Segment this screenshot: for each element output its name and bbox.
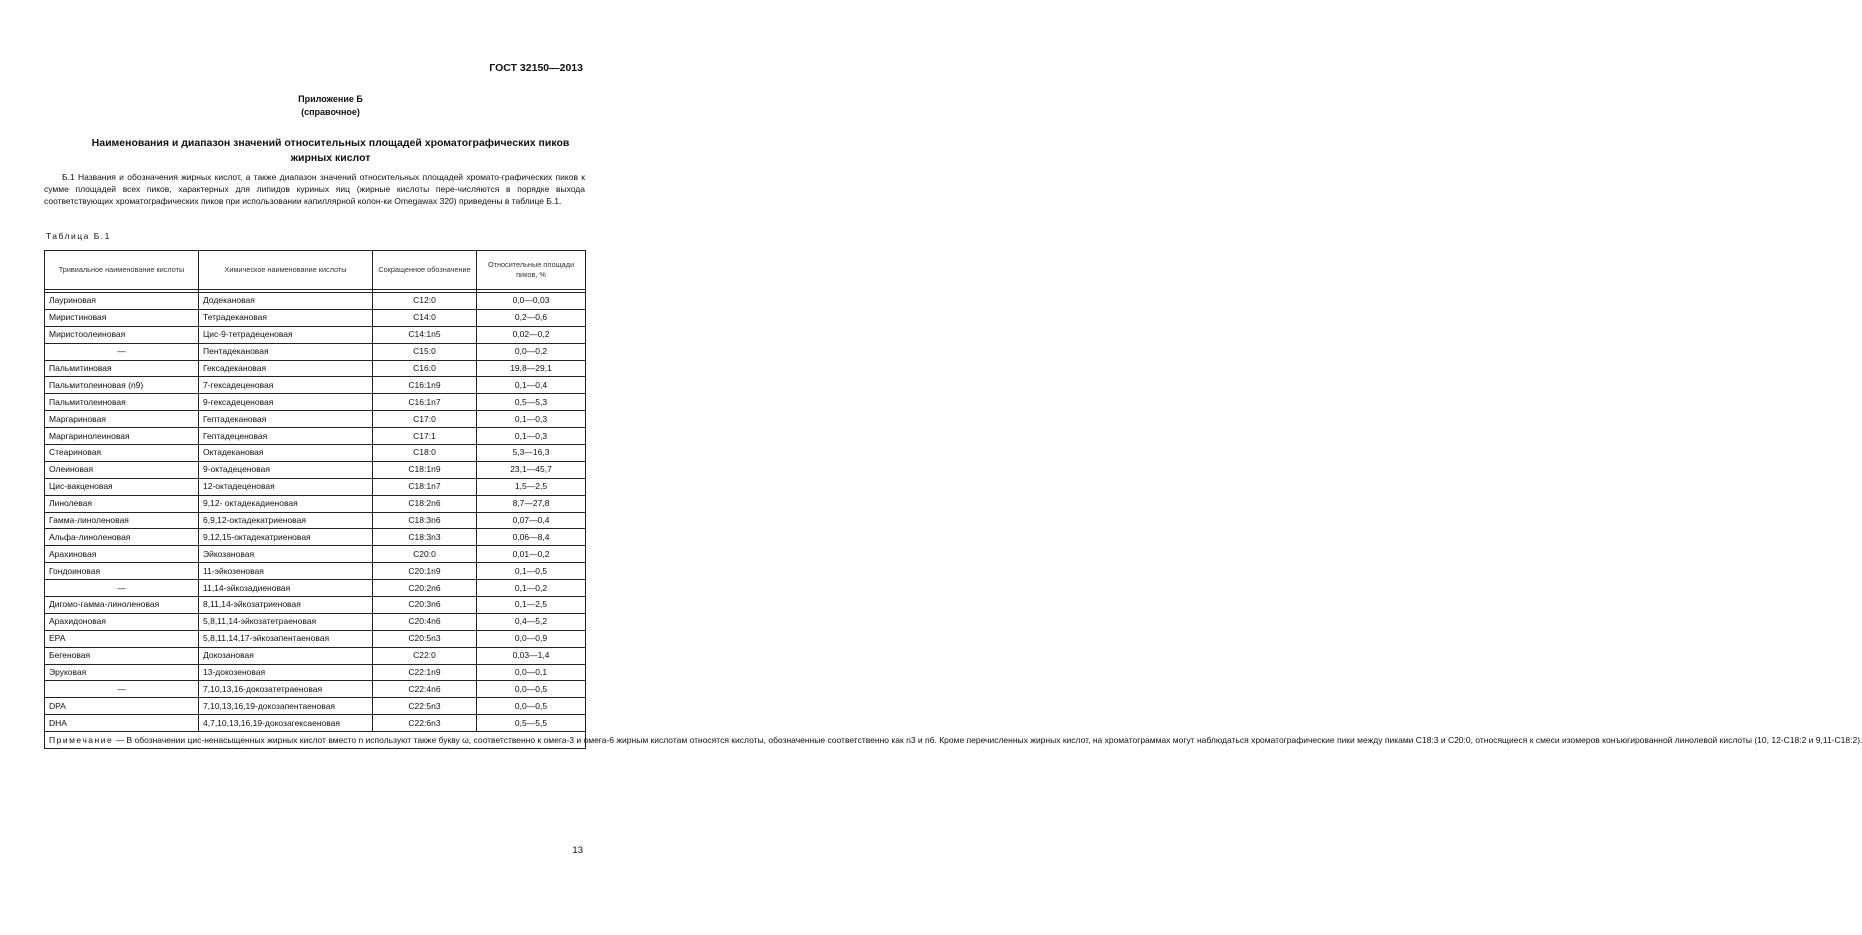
cell-trivial-name: Олеиновая (45, 461, 199, 478)
cell-abbreviation: C22:5n3 (373, 698, 477, 715)
cell-trivial-name: Эруковая (45, 664, 199, 681)
cell-abbreviation: C16:1n7 (373, 394, 477, 411)
table-row (45, 478, 586, 495)
cell-trivial-name: — (45, 580, 199, 597)
table-row (45, 529, 586, 546)
fatty-acids-table (44, 250, 1862, 749)
section-title (60, 136, 601, 166)
table-header-row (45, 251, 586, 290)
cell-chemical-name: Гептадеценовая (199, 428, 373, 445)
appendix-title: Приложение Б (298, 94, 363, 104)
cell-abbreviation: C14:1n5 (373, 326, 477, 343)
cell-relative-area: 0,1—0,3 (477, 428, 586, 445)
cell-relative-area: 0,0—0,5 (477, 698, 586, 715)
appendix-subtitle: (справочное) (301, 107, 360, 117)
cell-trivial-name: Миристоолеиновая (45, 326, 199, 343)
section-title-line-2: жирных кислот (290, 152, 371, 164)
cell-chemical-name: 9,12- октадекадиеновая (199, 495, 373, 512)
cell-trivial-name: Альфа-линоленовая (45, 529, 199, 546)
cell-abbreviation: C20:3n6 (373, 597, 477, 614)
cell-trivial-name: — (45, 343, 199, 360)
cell-chemical-name: Докозановая (199, 647, 373, 664)
cell-chemical-name: 11-эйкозеновая (199, 563, 373, 580)
cell-chemical-name: 9-гексадеценовая (199, 394, 373, 411)
cell-chemical-name: 12-октадеценовая (199, 478, 373, 495)
cell-relative-area: 0,1—0,5 (477, 563, 586, 580)
table-row (45, 461, 586, 478)
cell-trivial-name: Стеариновая (45, 445, 199, 462)
cell-chemical-name: 7-гексадеценовая (199, 377, 373, 394)
table-body (45, 290, 586, 732)
table-row (45, 293, 586, 310)
table-row (45, 563, 586, 580)
section-title-line-1: Наименования и диапазон значений относительных площадей хроматографических пиков (91, 137, 570, 149)
cell-relative-area: 0,0—0,03 (477, 293, 586, 310)
cell-abbreviation: C18:3n3 (373, 529, 477, 546)
cell-chemical-name: Гексадекановая (199, 360, 373, 377)
cell-abbreviation: C18:3n6 (373, 512, 477, 529)
cell-relative-area: 19,8—29,1 (477, 360, 586, 377)
cell-chemical-name: Тетрадекановая (199, 309, 373, 326)
cell-trivial-name: Пальмитолеиновая (45, 394, 199, 411)
cell-relative-area: 0,0—0,2 (477, 343, 586, 360)
cell-chemical-name: 7,10,13,16-докозатетраеновая (199, 681, 373, 698)
cell-abbreviation: C16:1n9 (373, 377, 477, 394)
cell-abbreviation: C20:2n6 (373, 580, 477, 597)
table-note-row (45, 732, 586, 749)
cell-trivial-name: Линолевая (45, 495, 199, 512)
cell-trivial-name: DPA (45, 698, 199, 715)
cell-chemical-name: 8,11,14-эйкозатриеновая (199, 597, 373, 614)
cell-trivial-name: EPA (45, 630, 199, 647)
table-row (45, 647, 586, 664)
table-row (45, 411, 586, 428)
cell-trivial-name: DHA (45, 715, 199, 732)
table-row (45, 326, 586, 343)
table-row (45, 715, 586, 732)
cell-abbreviation: C20:5n3 (373, 630, 477, 647)
header-relative-area: Относительные площади пиков, % (477, 251, 586, 290)
cell-trivial-name: Лауриновая (45, 293, 199, 310)
document-code: ГОСТ 32150—2013 (489, 62, 583, 74)
header-trivial-name: Тривиальное наименование кислоты (45, 251, 199, 290)
cell-relative-area: 0,0—0,5 (477, 681, 586, 698)
table-row (45, 664, 586, 681)
cell-relative-area: 0,1—0,3 (477, 411, 586, 428)
cell-trivial-name: Миристиновая (45, 309, 199, 326)
cell-abbreviation: C20:1n9 (373, 563, 477, 580)
cell-relative-area: 0,5—5,5 (477, 715, 586, 732)
cell-relative-area: 5,3—16,3 (477, 445, 586, 462)
cell-abbreviation: C18:0 (373, 445, 477, 462)
table-row (45, 445, 586, 462)
cell-abbreviation: C15:0 (373, 343, 477, 360)
cell-abbreviation: C16:0 (373, 360, 477, 377)
cell-abbreviation: C20:4n6 (373, 613, 477, 630)
cell-abbreviation: C22:0 (373, 647, 477, 664)
table-row (45, 630, 586, 647)
cell-chemical-name: Октадекановая (199, 445, 373, 462)
table-row (45, 343, 586, 360)
note-text: — В обозначении цис-ненасыщенных жирных кислот вместо n используют также букву ω, соответственно к омега-3 и омега-6 жирным кислотам относятся кислоты, обозначенные соответственно как n3 и n6. Кроме перечисленных жирных кислот, на хроматограммах могут наблюдаться хроматографические пики между пиками C18:3 и C20:0, относящиеся к смеси изомеров конъюгированной линолевой кислоты (10, 12-C18:2 и 9,11-C18:2). (115, 734, 1862, 745)
cell-abbreviation: C22:4n6 (373, 681, 477, 698)
table-row (45, 597, 586, 614)
cell-abbreviation: C18:1n9 (373, 461, 477, 478)
table-row (45, 613, 586, 630)
cell-chemical-name: 7,10,13,16,19-докозапентаеновая (199, 698, 373, 715)
cell-chemical-name: 6,9,12-октадекатриеновая (199, 512, 373, 529)
cell-trivial-name: Маргаринолеиновая (45, 428, 199, 445)
cell-chemical-name: Гептадекановая (199, 411, 373, 428)
appendix-heading (0, 93, 661, 119)
cell-trivial-name: Пальмитиновая (45, 360, 199, 377)
cell-relative-area: 0,1—0,4 (477, 377, 586, 394)
cell-trivial-name: Бегеновая (45, 647, 199, 664)
table-row (45, 309, 586, 326)
table-row (45, 580, 586, 597)
table-row (45, 546, 586, 563)
cell-relative-area: 0,5—5,3 (477, 394, 586, 411)
cell-chemical-name: 4,7,10,13,16,19-докозагексаеновая (199, 715, 373, 732)
cell-trivial-name: Арахидоновая (45, 613, 199, 630)
cell-relative-area: 0,1—2,5 (477, 597, 586, 614)
table-row (45, 394, 586, 411)
cell-chemical-name: 5,8,11,14,17-эйкозапентаеновая (199, 630, 373, 647)
cell-relative-area: 1,5—2,5 (477, 478, 586, 495)
cell-relative-area: 0,03—1,4 (477, 647, 586, 664)
cell-abbreviation: C14:0 (373, 309, 477, 326)
cell-chemical-name: Пентадекановая (199, 343, 373, 360)
cell-relative-area: 0,02—0,2 (477, 326, 586, 343)
cell-relative-area: 0,06—8,4 (477, 529, 586, 546)
cell-chemical-name: 9-октадеценовая (199, 461, 373, 478)
table-row (45, 495, 586, 512)
table-row (45, 377, 586, 394)
cell-relative-area: 23,1—45,7 (477, 461, 586, 478)
table-row (45, 681, 586, 698)
table-row (45, 512, 586, 529)
cell-relative-area: 0,1—0,2 (477, 580, 586, 597)
table-label: Таблица Б.1 (46, 231, 111, 241)
cell-trivial-name: Дигомо-гамма-линоленовая (45, 597, 199, 614)
cell-abbreviation: C17:1 (373, 428, 477, 445)
cell-chemical-name: Эйкозановая (199, 546, 373, 563)
header-chemical-name: Химическое наименование кислоты (199, 251, 373, 290)
note-label: Примечание (49, 734, 114, 745)
table-row (45, 360, 586, 377)
cell-relative-area: 0,01—0,2 (477, 546, 586, 563)
cell-abbreviation: C17:0 (373, 411, 477, 428)
cell-abbreviation: C22:6n3 (373, 715, 477, 732)
cell-relative-area: 0,2—0,6 (477, 309, 586, 326)
cell-trivial-name: Маргариновая (45, 411, 199, 428)
header-abbreviation: Сокращенное обозначение (373, 251, 477, 290)
cell-trivial-name: — (45, 681, 199, 698)
cell-relative-area: 0,4—5,2 (477, 613, 586, 630)
cell-trivial-name: Арахиновая (45, 546, 199, 563)
table-note (45, 732, 1862, 749)
table-row (45, 698, 586, 715)
cell-chemical-name: 11,14-эйкозадиеновая (199, 580, 373, 597)
page-number: 13 (572, 845, 583, 856)
cell-abbreviation: C18:1n7 (373, 478, 477, 495)
cell-abbreviation: C12:0 (373, 293, 477, 310)
cell-trivial-name: Цис-вакценовая (45, 478, 199, 495)
cell-chemical-name: 13-докозеновая (199, 664, 373, 681)
cell-chemical-name: 9,12,15-октадекатриеновая (199, 529, 373, 546)
cell-abbreviation: C18:2n6 (373, 495, 477, 512)
cell-trivial-name: Пальмитолеиновая (n9) (45, 377, 199, 394)
cell-chemical-name: Цис-9-тетрадеценовая (199, 326, 373, 343)
cell-trivial-name: Гондоиновая (45, 563, 199, 580)
cell-relative-area: 8,7—27,8 (477, 495, 586, 512)
cell-chemical-name: 5,8,11,14-эйкозатетраеновая (199, 613, 373, 630)
cell-abbreviation: C22:1n9 (373, 664, 477, 681)
cell-trivial-name: Гамма-линоленовая (45, 512, 199, 529)
cell-chemical-name: Додекановая (199, 293, 373, 310)
cell-relative-area: 0,0—0,9 (477, 630, 586, 647)
cell-abbreviation: C20:0 (373, 546, 477, 563)
intro-paragraph: Б.1 Названия и обозначения жирных кислот, а также диапазон значений относительных площадей хромато-графических пиков к сумме площадей всех пиков, характерных для липидов куриных яиц (жирные кислоты пере-числяются в порядке выхода соответствующих хроматографических пиков при использовании капиллярной колон-ки Omegawax 320) приведены в таблице Б.1. (44, 172, 585, 207)
cell-relative-area: 0,0—0,1 (477, 664, 586, 681)
table-row (45, 428, 586, 445)
cell-relative-area: 0,07—0,4 (477, 512, 586, 529)
